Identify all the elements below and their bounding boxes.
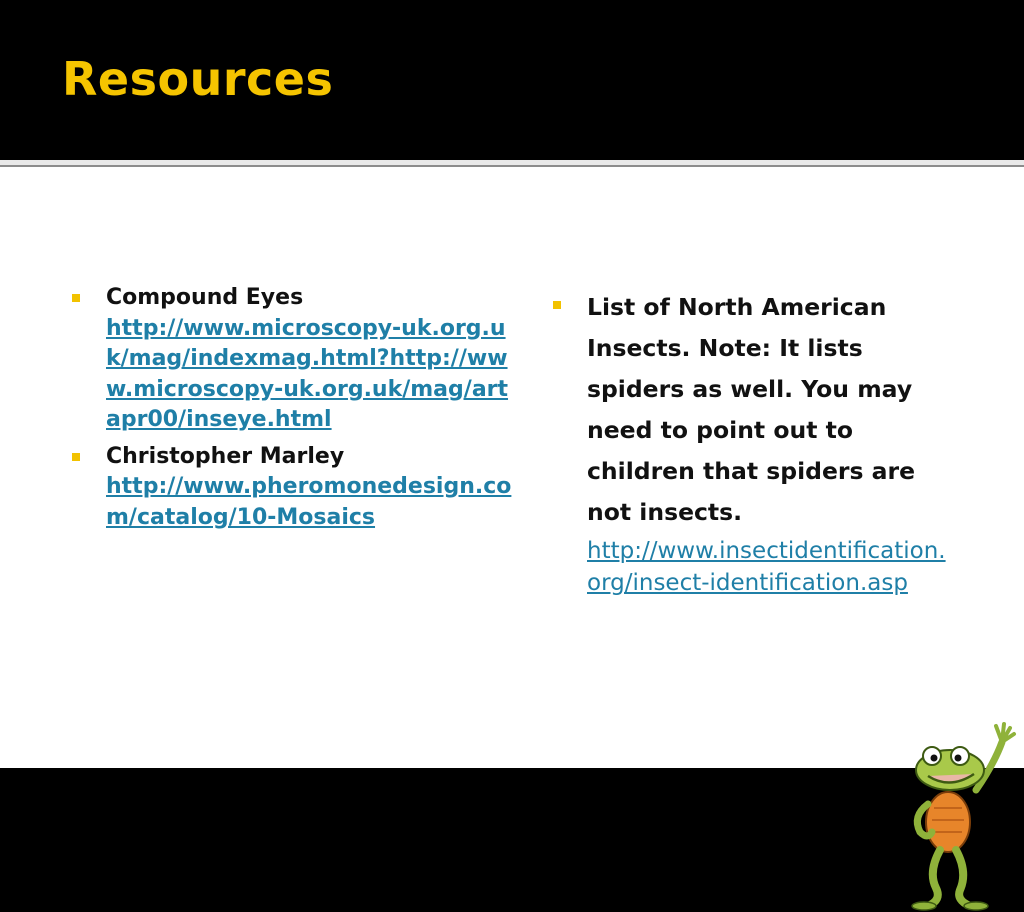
right-resource-list xyxy=(553,287,953,609)
list-item xyxy=(72,283,512,436)
list-item xyxy=(72,442,512,534)
resource-link[interactable]: http://www.insectidentification.org/insect-identification.asp xyxy=(587,538,946,596)
square-bullet-icon xyxy=(72,294,80,302)
resource-label: Christopher Marley xyxy=(106,443,345,469)
resource-link[interactable]: http://www.pheromonedesign.com/catalog/10-Mosaics xyxy=(106,474,512,530)
content-area xyxy=(0,167,1024,768)
header-band xyxy=(0,0,1024,160)
slide-title: Resources xyxy=(62,52,334,106)
left-resource-list xyxy=(72,283,512,539)
resource-link[interactable]: http://www.microscopy-uk.org.uk/mag/indexmag.html?http://www.microscopy-uk.org.uk/mag/artapr00/inseye.html xyxy=(106,315,509,432)
resource-label: Compound Eyes xyxy=(106,285,304,310)
list-item xyxy=(553,287,953,603)
square-bullet-icon xyxy=(72,453,80,461)
resource-label: List of North American Insects. Note: It lists spiders as well. You may need to point out to children that spiders are not insects. xyxy=(587,293,916,526)
frog-cartoon-icon xyxy=(898,712,1024,912)
square-bullet-icon xyxy=(553,301,561,309)
